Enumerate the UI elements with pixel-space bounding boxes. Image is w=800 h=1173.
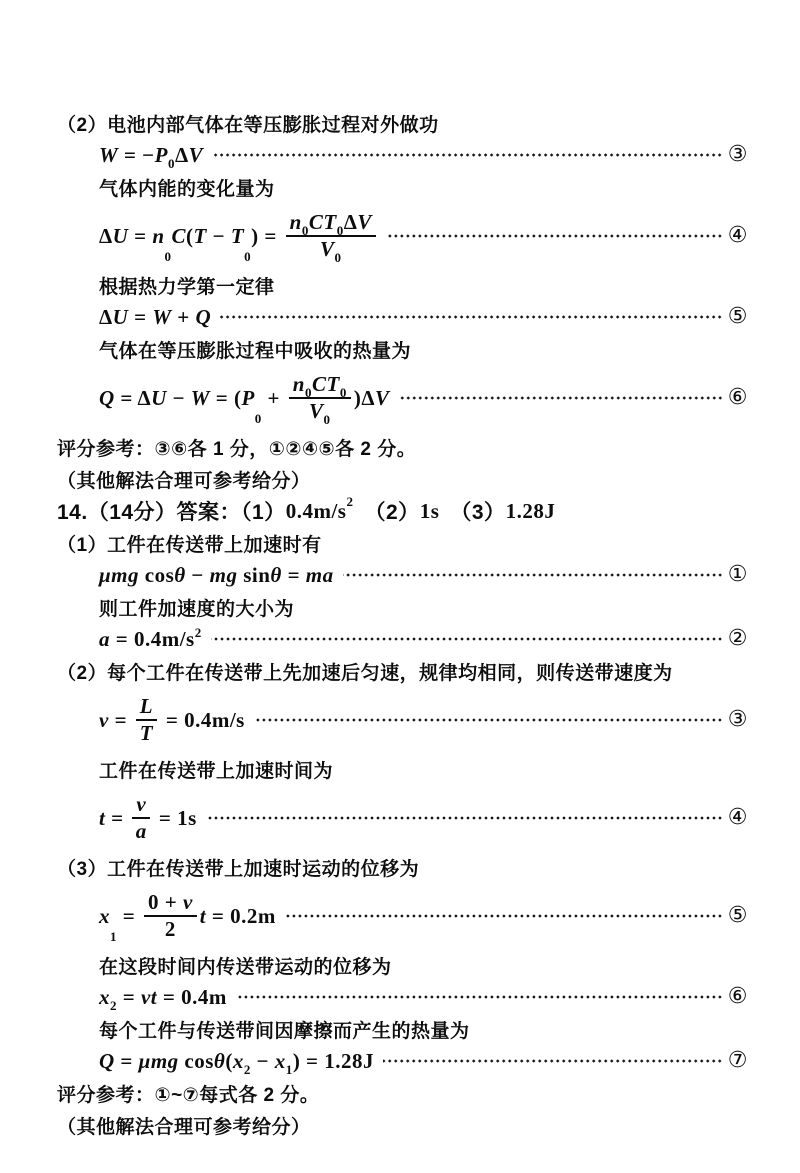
line-text: 工件在传送带上加速时间为 bbox=[99, 760, 334, 782]
math-roman-token: = bbox=[128, 304, 153, 329]
math-variable-token: V bbox=[375, 385, 390, 410]
math-variable-token: W bbox=[152, 304, 172, 329]
body-line bbox=[57, 754, 748, 784]
equation-number-badge: ① bbox=[727, 562, 748, 587]
math-roman-token: 2 bbox=[164, 917, 176, 941]
dotted-leader bbox=[220, 313, 723, 321]
subscript-token: 0 bbox=[254, 411, 262, 427]
math-roman-token: = 0.4m bbox=[157, 984, 227, 1009]
formula-expression bbox=[99, 624, 202, 652]
fraction-denominator bbox=[140, 721, 153, 745]
math-roman-token: = bbox=[281, 562, 306, 587]
math-variable-token: a bbox=[135, 819, 147, 843]
superscript-token: 2 bbox=[194, 624, 202, 640]
equation-number-badge: ③ bbox=[727, 707, 748, 732]
math-roman-token: = bbox=[117, 903, 141, 928]
math-variable-token: θ bbox=[213, 1048, 226, 1073]
fraction-denominator bbox=[309, 399, 331, 427]
text-token: 14.（14分）答案：（1） bbox=[57, 501, 286, 524]
formula-expression bbox=[99, 563, 334, 588]
fraction-denominator bbox=[320, 237, 342, 265]
line-text: 评分参考：①~⑦每式各 2 分。 bbox=[57, 1084, 320, 1106]
math-roman-token: sin bbox=[237, 562, 271, 587]
equation-number-badge: ⑤ bbox=[727, 903, 748, 928]
equation-number-badge: ② bbox=[727, 626, 748, 651]
math-variable-token: θ bbox=[174, 562, 186, 587]
math-roman-token: = − bbox=[118, 142, 155, 167]
dotted-leader bbox=[254, 716, 723, 724]
subscript-token: 0 bbox=[336, 222, 344, 238]
dotted-leader bbox=[383, 1057, 723, 1065]
subscript-token: 0 bbox=[167, 155, 175, 171]
math-variable-token: a bbox=[99, 626, 110, 651]
math-roman-token: + bbox=[171, 304, 196, 329]
line-text: 气体内能的变化量为 bbox=[99, 178, 275, 200]
math-variable-token: T bbox=[230, 223, 245, 248]
body-line bbox=[57, 1014, 748, 1044]
line-text: 每个工件与传送带间因摩擦而产生的热量为 bbox=[99, 1020, 470, 1042]
subscript-token: 1 bbox=[110, 929, 118, 945]
fraction-numerator bbox=[136, 695, 157, 721]
alt-method-note bbox=[57, 1110, 748, 1140]
math-roman-token: )Δ bbox=[353, 385, 375, 410]
text-token: （2） bbox=[353, 501, 420, 524]
subscript-token: 2 bbox=[243, 1061, 251, 1077]
question-14-answer-line bbox=[57, 496, 748, 526]
math-variable-token: n bbox=[152, 223, 165, 248]
subscript-token: 0 bbox=[304, 384, 312, 400]
math-variable-token: t bbox=[99, 805, 106, 830]
math-roman-token: = Δ bbox=[114, 385, 152, 410]
math-variable-token: V bbox=[309, 399, 324, 423]
math-roman-token: cos bbox=[178, 1048, 214, 1073]
math-roman-token: = bbox=[114, 1048, 139, 1073]
math-roman-token: ) = bbox=[251, 223, 283, 248]
subscript-token: 0 bbox=[164, 249, 172, 265]
fraction bbox=[132, 793, 150, 843]
fraction bbox=[286, 209, 376, 265]
math-roman-token: = bbox=[128, 223, 153, 248]
math-variable-token: v bbox=[136, 791, 147, 816]
math-variable-token: ma bbox=[305, 562, 334, 587]
subscript-token: 0 bbox=[323, 411, 331, 427]
dotted-leader bbox=[206, 814, 723, 822]
subscript-token: 2 bbox=[110, 997, 118, 1013]
scoring-note bbox=[57, 1078, 748, 1108]
equation-number-badge: ⑥ bbox=[727, 385, 748, 410]
math-variable-token: W bbox=[99, 142, 119, 167]
formula-expression bbox=[99, 305, 211, 330]
math-variable-token: vt bbox=[140, 984, 158, 1009]
math-variable-token: P bbox=[154, 142, 168, 167]
dotted-leader bbox=[236, 993, 723, 1001]
math-roman-token: Δ bbox=[99, 223, 113, 248]
fraction-numerator bbox=[286, 211, 376, 237]
math-roman-token: − bbox=[250, 1048, 275, 1073]
math-variable-token: n bbox=[292, 371, 305, 396]
subscript-token: 1 bbox=[285, 1061, 293, 1077]
subscript-token: 0 bbox=[301, 222, 309, 238]
line-text: （2）电池内部气体在等压膨胀过程对外做功 bbox=[57, 114, 439, 136]
body-line bbox=[57, 172, 748, 202]
equation-number-badge: ④ bbox=[727, 805, 748, 830]
math-roman-token: = bbox=[105, 805, 130, 830]
math-variable-token: x bbox=[99, 984, 110, 1009]
superscript-token: 2 bbox=[346, 494, 354, 509]
math-roman-token: = ( bbox=[209, 385, 242, 410]
line-text: 评分参考：③⑥各 1 分，①②④⑤各 2 分。 bbox=[57, 438, 417, 460]
math-roman-token: − bbox=[166, 385, 191, 410]
formula-expression bbox=[99, 1048, 375, 1077]
equation-6 bbox=[57, 366, 748, 430]
equation-5b bbox=[57, 884, 748, 948]
equation-2 bbox=[57, 624, 748, 654]
math-variable-token: V bbox=[188, 142, 204, 167]
equation-number-badge: ⑥ bbox=[727, 984, 748, 1009]
equation-4 bbox=[57, 204, 748, 268]
math-roman-token: 0.4m/s bbox=[285, 498, 347, 523]
math-variable-token: v bbox=[99, 707, 109, 732]
body-line bbox=[57, 270, 748, 300]
line-text: 气体在等压膨胀过程中吸收的热量为 bbox=[99, 340, 412, 362]
math-roman-token: − bbox=[206, 223, 231, 248]
math-variable-token: Q bbox=[195, 304, 212, 329]
equation-number-badge: ⑦ bbox=[727, 1048, 748, 1073]
math-roman-token: = 1s bbox=[153, 805, 197, 830]
equation-3b bbox=[57, 688, 748, 752]
formula-expression bbox=[99, 889, 276, 945]
math-variable-token: Q bbox=[99, 385, 115, 410]
equation-6b bbox=[57, 982, 748, 1012]
math-roman-token: 0 + bbox=[147, 889, 183, 914]
math-variable-token: Q bbox=[99, 1048, 115, 1073]
equation-4b bbox=[57, 786, 748, 850]
math-variable-token: mg bbox=[209, 562, 238, 587]
math-roman-token: cos bbox=[139, 562, 175, 587]
line-text: 根据热力学第一定律 bbox=[99, 276, 275, 298]
line-text: （其他解法合理可参考给分） bbox=[57, 1116, 311, 1138]
math-roman-token: ( bbox=[225, 1048, 233, 1073]
math-variable-token: U bbox=[151, 385, 167, 410]
math-variable-token: μmg bbox=[99, 562, 140, 587]
equation-5 bbox=[57, 302, 748, 332]
mixed-text-formula bbox=[57, 496, 555, 526]
equation-number-badge: ⑤ bbox=[727, 304, 748, 329]
math-variable-token: W bbox=[190, 385, 210, 410]
line-text: （3）工件在传送带上加速时运动的位移为 bbox=[57, 858, 420, 880]
dotted-leader bbox=[212, 151, 723, 159]
section-2-heading bbox=[57, 108, 748, 138]
math-roman-token: Δ bbox=[99, 304, 113, 329]
formula-expression bbox=[99, 695, 245, 745]
math-roman-token: 1s bbox=[419, 498, 440, 523]
line-text: 则工件加速度的大小为 bbox=[99, 598, 295, 620]
dotted-leader bbox=[388, 232, 723, 240]
math-roman-token: 1.28J bbox=[505, 498, 556, 523]
equation-3 bbox=[57, 140, 748, 170]
formula-expression bbox=[99, 142, 204, 171]
line-text: 在这段时间内传送带运动的位移为 bbox=[99, 956, 392, 978]
equation-1 bbox=[57, 560, 748, 590]
text-token: （3） bbox=[439, 501, 506, 524]
formula-expression bbox=[99, 209, 379, 265]
equation-7 bbox=[57, 1046, 748, 1076]
math-variable-token: x bbox=[99, 903, 110, 928]
fraction bbox=[136, 695, 157, 745]
body-line bbox=[57, 592, 748, 622]
math-variable-token: x bbox=[232, 1048, 244, 1073]
math-variable-token: L bbox=[139, 693, 154, 718]
formula-expression bbox=[99, 371, 390, 427]
math-roman-token: − bbox=[185, 562, 210, 587]
fraction bbox=[144, 891, 197, 941]
math-variable-token: U bbox=[112, 304, 129, 329]
math-variable-token: θ bbox=[270, 562, 282, 587]
part-3-heading bbox=[57, 852, 748, 882]
math-roman-token: Δ bbox=[174, 142, 189, 167]
fraction-numerator bbox=[144, 891, 197, 917]
formula-expression bbox=[99, 984, 227, 1013]
math-variable-token: V bbox=[357, 209, 372, 234]
math-variable-token: C bbox=[171, 223, 187, 248]
subscript-token: 0 bbox=[339, 384, 347, 400]
math-roman-token: = 0.4m/s bbox=[160, 707, 245, 732]
fraction-denominator bbox=[165, 917, 176, 941]
line-text: （其他解法合理可参考给分） bbox=[57, 470, 311, 492]
math-variable-token: x bbox=[274, 1048, 286, 1073]
fraction-numerator bbox=[289, 373, 351, 399]
math-roman-token: = 0.2m bbox=[206, 903, 276, 928]
scoring-note bbox=[57, 432, 748, 462]
answer-key-content bbox=[57, 108, 748, 1140]
math-roman-token: = bbox=[108, 707, 133, 732]
part-1-heading bbox=[57, 528, 748, 558]
math-variable-token: t bbox=[199, 903, 207, 928]
formula-expression bbox=[99, 793, 197, 843]
line-text: （1）工件在传送带上加速时有 bbox=[57, 534, 322, 556]
dotted-leader bbox=[399, 394, 723, 402]
math-variable-token: v bbox=[182, 889, 193, 914]
math-roman-token: Δ bbox=[343, 209, 358, 234]
fraction-denominator bbox=[136, 819, 147, 843]
math-variable-token: P bbox=[241, 385, 255, 410]
math-variable-token: CT bbox=[311, 371, 340, 396]
equation-number-badge: ③ bbox=[727, 142, 748, 167]
math-roman-token: = bbox=[117, 984, 141, 1009]
math-variable-token: U bbox=[112, 223, 129, 248]
math-roman-token: ( bbox=[186, 223, 194, 248]
fraction bbox=[289, 371, 351, 427]
dotted-leader bbox=[343, 571, 723, 579]
math-variable-token: T bbox=[139, 721, 154, 745]
math-variable-token: V bbox=[320, 237, 335, 261]
subscript-token: 0 bbox=[334, 249, 342, 265]
part-2-heading bbox=[57, 656, 748, 686]
body-line bbox=[57, 334, 748, 364]
dotted-leader bbox=[285, 912, 723, 920]
math-variable-token: n bbox=[289, 209, 302, 234]
body-line bbox=[57, 950, 748, 980]
math-variable-token: CT bbox=[308, 209, 337, 234]
alt-method-note bbox=[57, 464, 748, 494]
dotted-leader bbox=[211, 635, 723, 643]
fraction-numerator bbox=[132, 793, 150, 819]
math-roman-token: + bbox=[261, 385, 286, 410]
line-text: （2）每个工件在传送带上先加速后匀速，规律均相同，则传送带速度为 bbox=[57, 662, 673, 684]
subscript-token: 0 bbox=[244, 249, 252, 265]
math-roman-token: = 0.4m/s bbox=[110, 626, 195, 651]
math-roman-token: ) = 1.28J bbox=[292, 1048, 375, 1073]
math-variable-token: μmg bbox=[138, 1048, 179, 1073]
equation-number-badge: ④ bbox=[727, 223, 748, 248]
math-variable-token: T bbox=[193, 223, 207, 248]
